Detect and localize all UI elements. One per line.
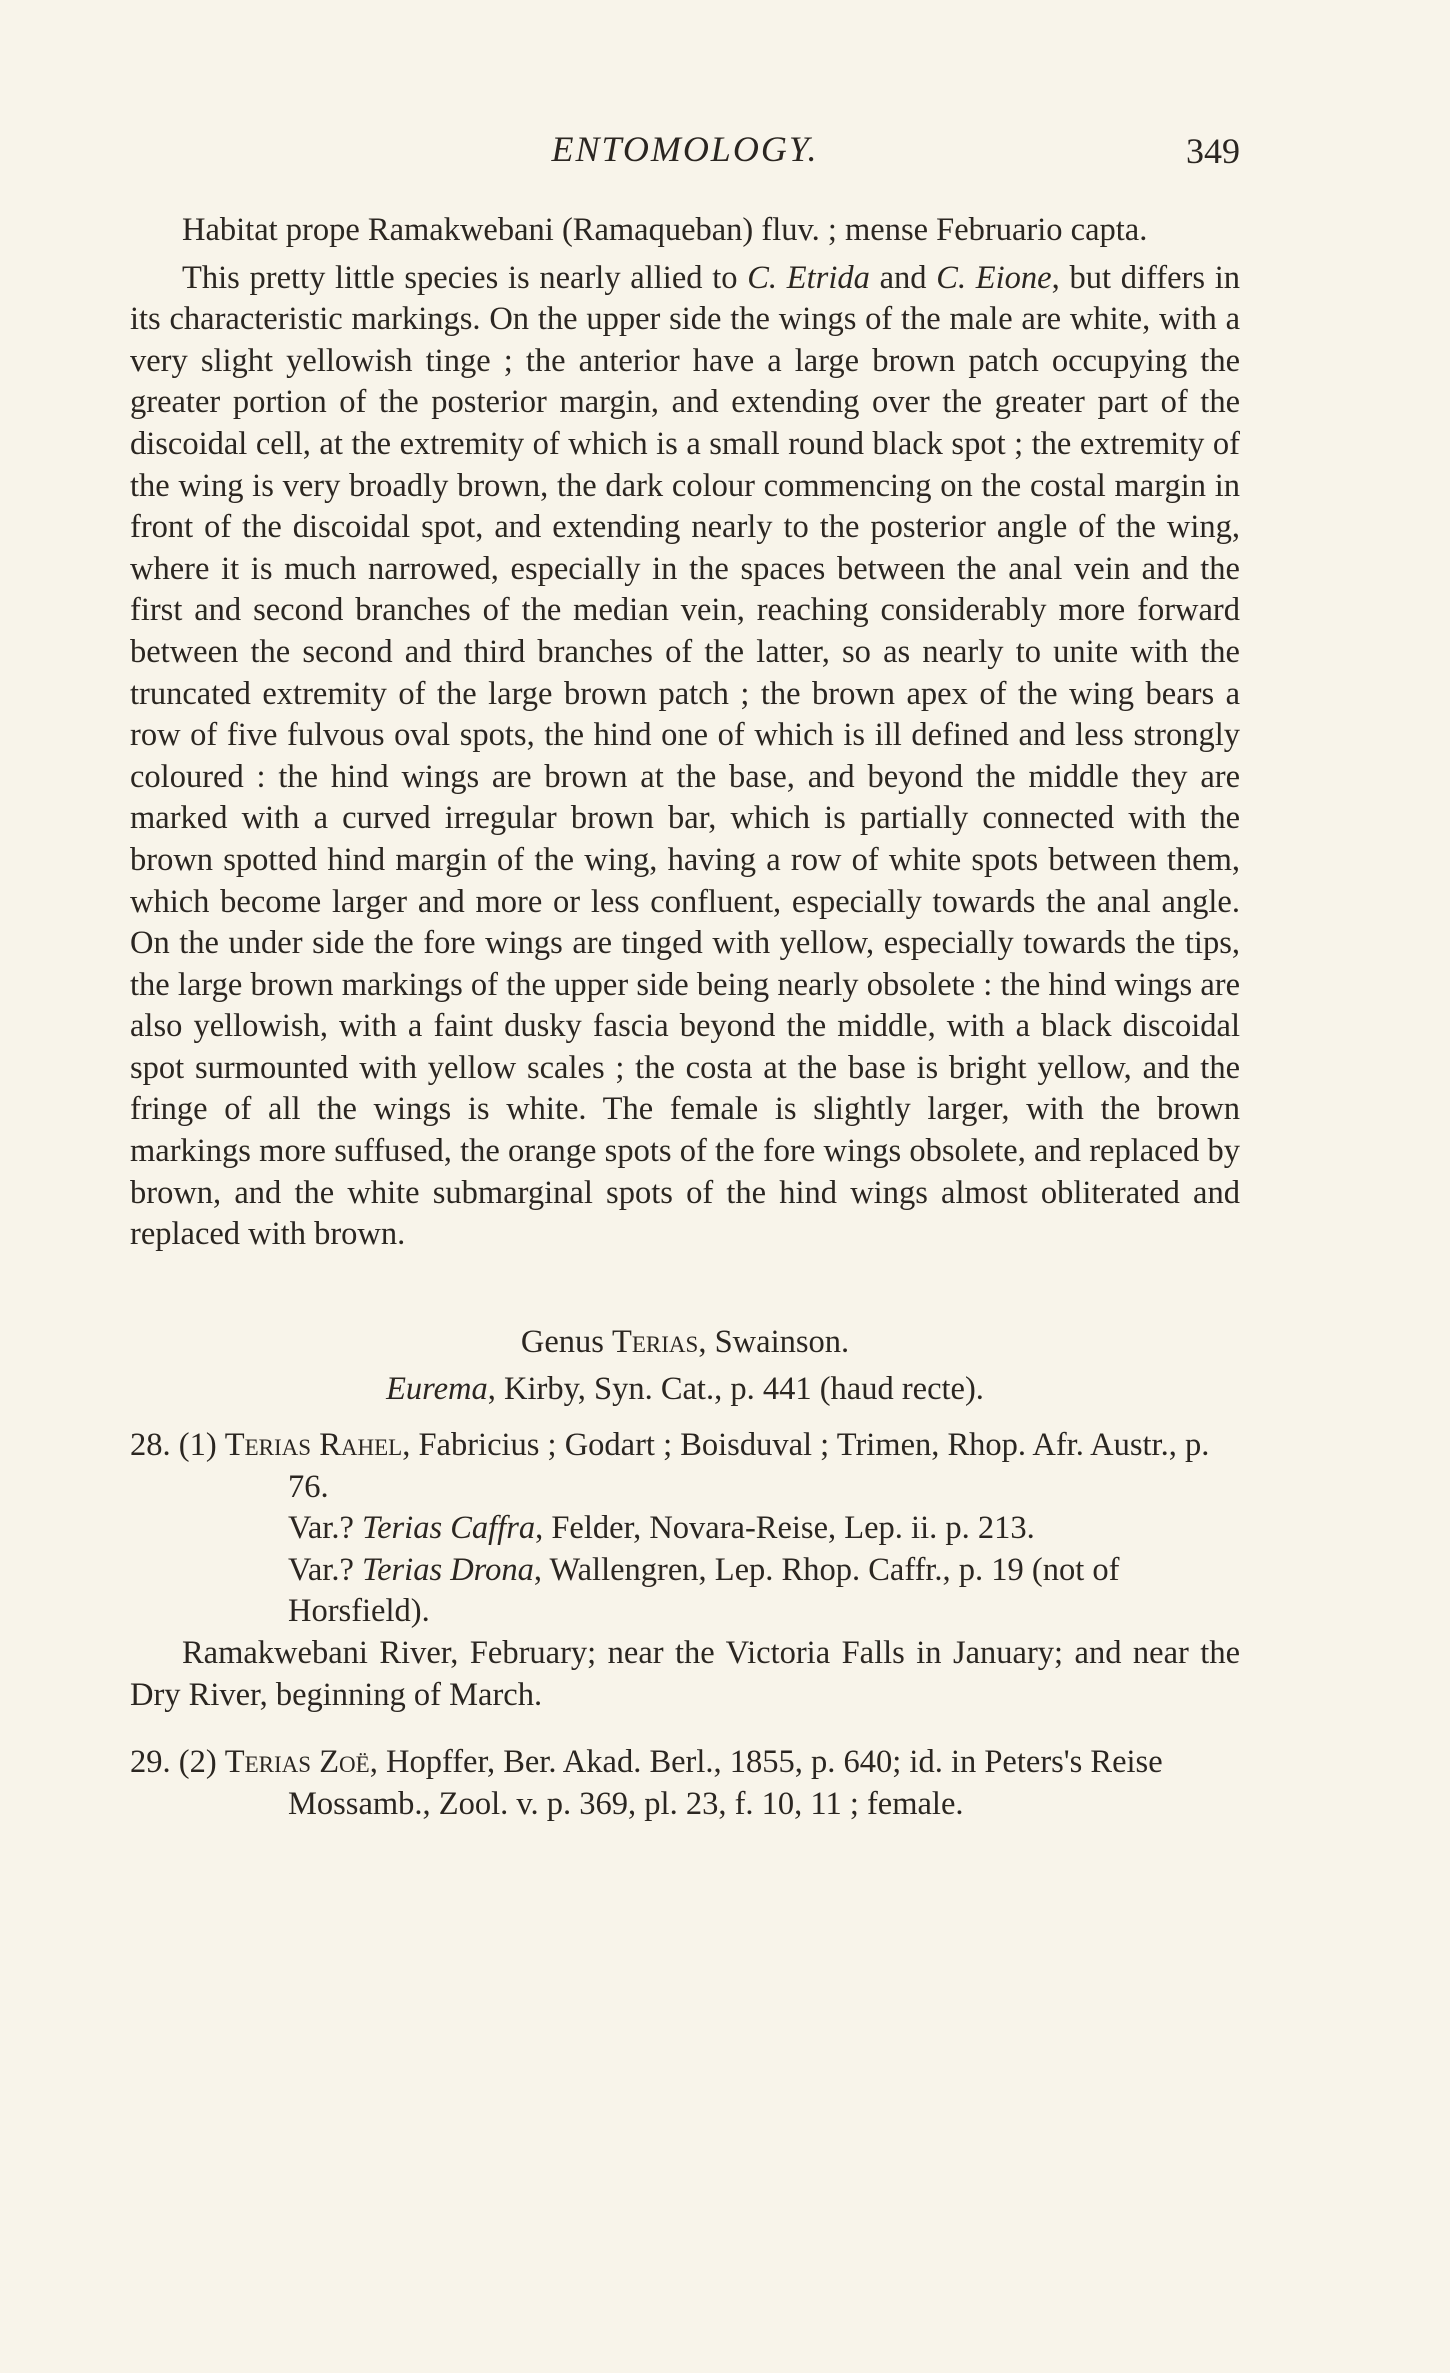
genus-synonym <box>130 1369 1240 1411</box>
entry-species: Terias Rahel <box>224 1427 403 1464</box>
variety-prefix: Var.? <box>288 1551 362 1588</box>
running-title: ENTOMOLOGY. <box>551 129 819 169</box>
variety-line-1 <box>130 1508 1240 1550</box>
variety-name: Terias Drona <box>362 1551 534 1588</box>
description-body: , but differs in its characteristic markings. On the upper side the wings of the male are white, with a very slight yellowish tinge ; the anterior have a large brown patch occupying the greater portion of the posterior margin, and extending over the greater part of the discoidal cell, at the extremity of which is a small round black spot ; the extremity of the wing is very broadly brown, the dark colour commencing on the costal margin in front of the discoidal spot, and extending nearly to the posterior angle of the wing, where it is much narrowed, especially in the spaces between the anal vein and the first and second branches of the median vein, reaching considerably more forward between the second and third branches of the latter, so as nearly to unite with the truncated extremity of the large brown patch ; the brown apex of the wing bears a row of five fulvous oval spots, the hind one of which is ill defined and less strongly coloured : the hind wings are brown at the base, and beyond the middle they are marked with a curved irregular brown bar, which is partially connected with the brown spotted hind margin of the wing, having a row of white spots between them, which become larger and more or less confluent, especially towards the anal angle. On the under side the fore wings are tinged with yellow, especially towards the tips, the large brown markings of the upper side being nearly obsolete : the hind wings are also yellowish, with a faint dusky fascia beyond the middle, with a black discoidal spot surmounted with yellow scales ; the costa at the base is bright yellow, and the fringe of all the wings is white. The female is slightly larger, with the brown markings more suffused, the orange spots of the fore wings obsolete, and replaced by brown, and the white submarginal spots of the hind wings almost obliterated and replaced with brown. <box>130 259 1241 1253</box>
body-text <box>130 210 1240 1825</box>
species-entry-29 <box>130 1742 1240 1825</box>
page-header <box>130 128 1240 178</box>
variety-line-2 <box>130 1550 1240 1633</box>
genus-author: , Swainson. <box>698 1323 850 1360</box>
species-name-etrida: C. Etrida <box>747 259 870 296</box>
genus-prefix: Genus <box>520 1323 613 1360</box>
variety-name: Terias Caffra <box>362 1510 536 1547</box>
variety-ref: , Felder, Novara-Reise, Lep. ii. p. 213. <box>535 1510 1035 1547</box>
species-entry-28 <box>130 1425 1240 1716</box>
entry-citation: , Fabricius ; Godart ; Boisduval ; Trimen, Rhop. Afr. Austr., p. 76. <box>288 1427 1210 1505</box>
entry-number: 28. (1) <box>130 1427 225 1464</box>
genus-synonym-ref: , Kirby, Syn. Cat., p. 441 (haud recte). <box>487 1371 984 1408</box>
page-number: 349 <box>1186 131 1240 171</box>
entry-heading <box>130 1742 1240 1825</box>
species-name-eione: C. Eione <box>936 259 1052 296</box>
variety-prefix: Var.? <box>288 1510 362 1547</box>
entry-number: 29. (2) <box>130 1744 225 1781</box>
entry-species: Terias Zoë <box>224 1744 370 1781</box>
description-and: and <box>869 259 937 296</box>
genus-synonym-name: Eurema <box>386 1371 488 1408</box>
locality-paragraph: Ramakwebani River, February; near the Victoria Falls in January; and near the Dry River, beginning of March. <box>130 1635 1240 1713</box>
description-paragraph <box>130 258 1240 1256</box>
variety-ref: , Wallengren, Lep. Rhop. Caffr., p. 19 (not of Horsfield). <box>288 1551 1120 1630</box>
habitat-paragraph: Habitat prope Ramakwebani (Ramaqueban) fluv. ; mense Februario capta. <box>182 212 1148 248</box>
genus-heading <box>130 1322 1240 1364</box>
description-intro: This pretty little species is nearly allied to <box>182 259 748 296</box>
entry-heading <box>130 1425 1240 1508</box>
genus-name: Terias <box>612 1323 699 1360</box>
entry-citation: , Hopffer, Ber. Akad. Berl., 1855, p. 640; id. in Peters's Reise Mossamb., Zool. v. p. 369, pl. 23, f. 10, 11 ; female. <box>288 1744 1163 1822</box>
genus-section <box>130 1322 1240 1411</box>
